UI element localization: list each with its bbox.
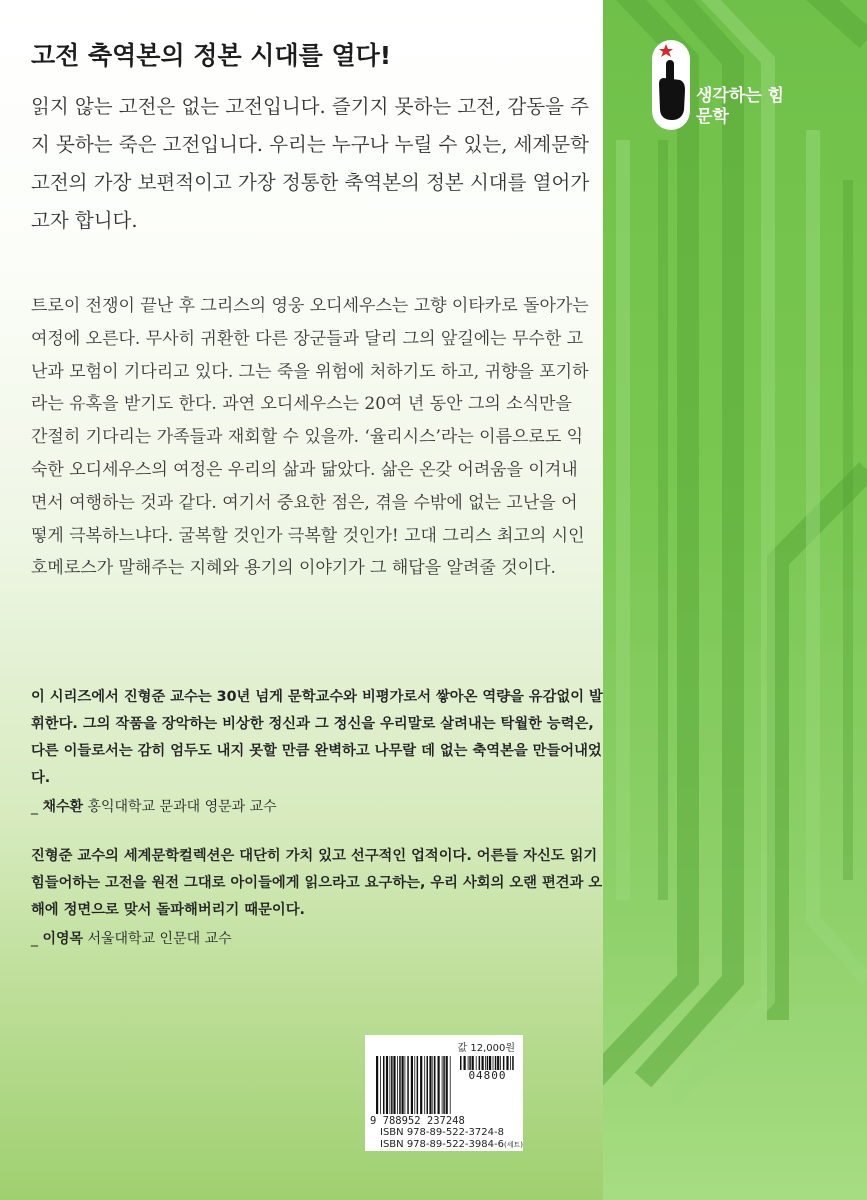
isbn-2-number: ISBN 978-89-522-3984-6 [380,1139,504,1150]
reviewer-name: 채수환 [42,799,84,815]
series-logo [652,40,802,140]
price-label: 값 12,000원 [457,1043,515,1054]
review-credit [31,794,606,821]
barcode-box [365,1035,523,1151]
addon-code: 04800 [468,1069,507,1082]
synopsis-paragraph: 트로이 전쟁이 끝난 후 그리스의 영웅 오디세우스는 고향 이타카로 돌아가는 여정에 오른다. 무사히 귀환한 다른 장군들과 달리 그의 앞길에는 무수한 고난과 모험이 기다리고 있다. 그는 죽을 위험에 처하기도 하고, 귀향을 포기하라는 유혹을 받기도 한다. 과연 오디세우스는 20여 년 동안 그의 소식만을 간절히 기다리는 가족들과 재회할 수 있을까. ‘율리시스’라는 이름으로도 익숙한 오디세우스의 여정은 우리의 삶과 닮았다. 삶은 온갖 어려움을 이겨내면서 여행하는 것과 같다. 여기서 중요한 점은, 겪을 수밖에 없는 고난을 어떻게 극복하느냐다. 굴복할 것인가 극복할 것인가! 고대 그리스 최고의 시인 호메로스가 말해주는 지혜와 용기의 이야기가 그 해답을 알려줄 것이다. [31,296,589,579]
addon-barcode-icon [459,1056,516,1070]
credit-prefix: _ [31,799,43,815]
series-name-line-2: 문학 [696,107,729,127]
chevron-pattern [603,0,867,1200]
isbn-line-1: ISBN 978-89-522-3724-8 [380,1127,504,1138]
decorative-green-panel [603,0,867,1200]
reviewer-name: 이영목 [42,931,84,947]
headline: 고전 축역본의 정본 시대를 열다! [31,41,392,70]
intro-paragraph: 읽지 않는 고전은 없는 고전입니다. 즐기지 못하는 고전, 감동을 주지 못하는 죽은 고전입니다. 우리는 누구나 누릴 수 있는, 세계문학 고전의 가장 보편적이고 가장 정통한 축역본의 정본 시대를 열어가고자 합니다. [31,95,590,232]
review-1 [31,684,606,821]
review-2 [31,843,606,953]
series-name-line-1: 생각하는 힘 [696,86,785,106]
reviewer-affiliation: 서울대학교 인문대 교수 [83,931,232,947]
isbn-2-note: (세트) [503,1141,523,1149]
review-text: 진형준 교수의 세계문학컬렉션은 대단히 가치 있고 선구적인 업적이다. 어른들 자신도 읽기 힘들어하는 고전을 원전 그대로 아이들에게 읽으라고 요구하는, 우리 사회의 오랜 편견과 오해에 정면으로 맞서 돌파해버리기 때문이다. [31,848,603,918]
ean-barcode-icon [375,1056,455,1122]
pointing-hand-icon [652,40,690,130]
ean-number: 9 788952 237248 [370,1115,465,1127]
reviewer-affiliation: 홍익대학교 문과대 영문과 교수 [83,799,277,815]
review-credit [31,926,606,953]
isbn-line-2 [380,1139,523,1150]
review-text: 이 시리즈에서 진형준 교수는 30년 넘게 문학교수와 비평가로서 쌓아온 역량을 유감없이 발휘한다. 그의 작품을 장악하는 비상한 정신과 그 정신을 우리말로 살려내는 탁월한 능력은, 다른 이들로서는 감히 엄두도 내지 못할 만큼 완벽하고 나무랄 데 없는 축역본을 만들어내었다. [31,689,603,786]
credit-prefix: _ [31,931,43,947]
